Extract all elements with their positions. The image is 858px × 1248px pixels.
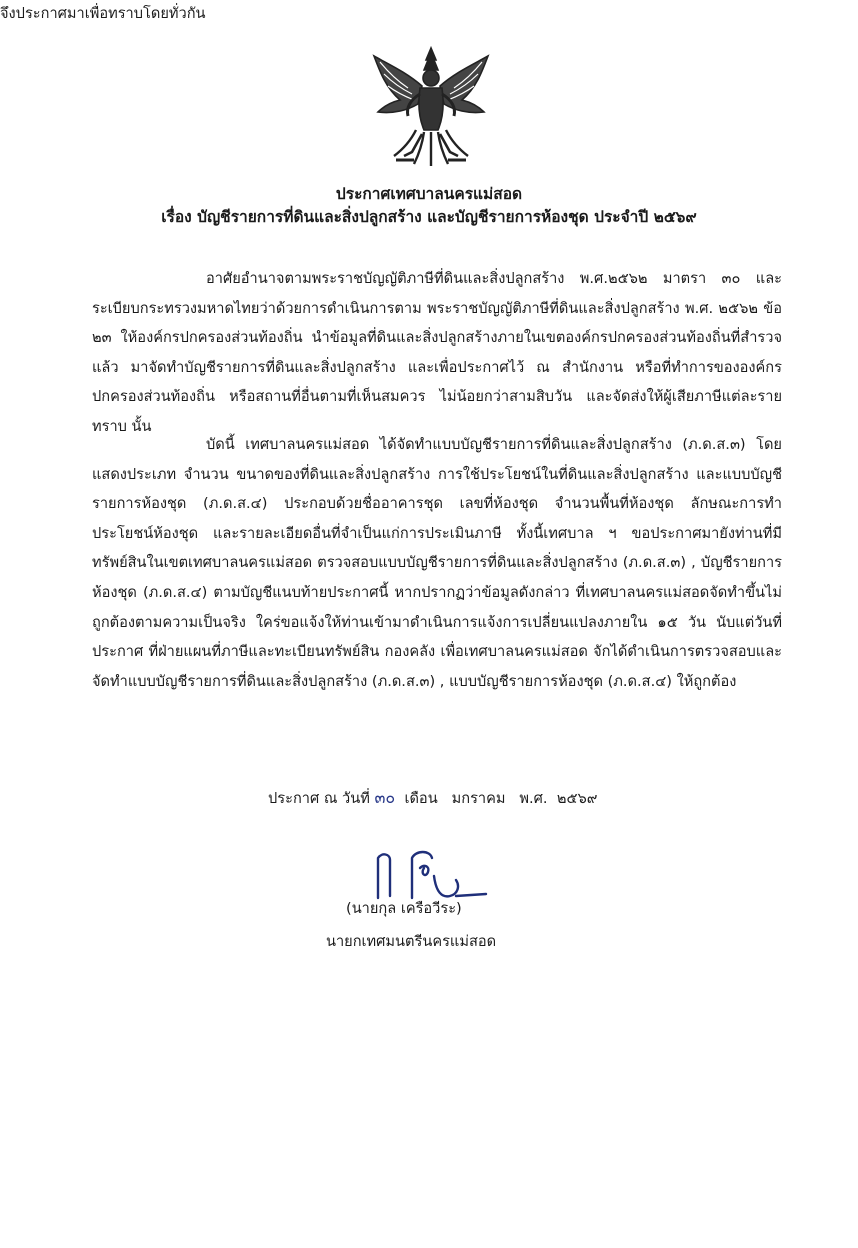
paragraph-legal-basis: อาศัยอำนาจตามพระราชบัญญัติภาษีที่ดินและสิ่งปลูกสร้าง พ.ศ.๒๕๖๒ มาตรา ๓๐ และ ระเบียบกระทรวงมหาดไทยว่าด้วยการดำเนินการตาม พระราชบัญญัติภาษีที่ดินและสิ่งปลูกสร้าง พ.ศ. ๒๕๖๒ ข้อ ๒๓ ให้องค์กรปกครองส่วนท้องถิ่น นำข้อมูลที่ดินและสิ่งปลูกสร้างภายในเขตองค์กรปกครองส่วนท้องถิ่นที่สำรวจแล้ว มาจัดทำบัญชีรายการที่ดินและสิ่งปลูกสร้าง และเพื่อประกาศไว้ ณ สำนักงาน หรือที่ทำการขององค์กรปกครองส่วนท้องถิ่น หรือสถานที่อื่นตามที่เห็นสมควร ไม่น้อยกว่าสามสิบวัน และจัดส่งให้ผู้เสียภาษีแต่ละรายทราบ นั้น bbox=[92, 270, 782, 435]
date-year: ๒๕๖๙ bbox=[556, 790, 598, 807]
date-month: มกราคม bbox=[451, 790, 506, 807]
date-day: ๓๐ bbox=[374, 788, 396, 807]
date-prefix: ประกาศ ณ วันที่ bbox=[268, 790, 370, 807]
signatory-position: นายกเทศมนตรีนครแม่สอด bbox=[326, 933, 497, 950]
signatory-name: (นายกุล เครือวีระ) bbox=[346, 900, 462, 917]
paragraph-notice-details: บัดนี้ เทศบาลนครแม่สอด ได้จัดทำแบบบัญชีรายการที่ดินและสิ่งปลูกสร้าง (ภ.ด.ส.๓) โดยแสดงประเภท จำนวน ขนาดของที่ดินและสิ่งปลูกสร้าง การใช้ประโยชน์ในที่ดินและสิ่งปลูกสร้าง และแบบบัญชีรายการห้องชุด (ภ.ด.ส.๔) ประกอบด้วยชื่ออาคารชุด เลขที่ห้องชุด จำนวนพื้นที่ห้องชุด ลักษณะการทำประโยชน์ห้องชุด และรายละเอียดอื่นที่จำเป็นแก่การประเมินภาษี ทั้งนี้เทศบาล ฯ ขอประกาศมายังท่านที่มีทรัพย์สินในเขตเทศบาลนครแม่สอด ตรวจสอบแบบบัญชีรายการที่ดินและสิ่งปลูกสร้าง (ภ.ด.ส.๓) , บัญชีรายการห้องชุด (ภ.ด.ส.๔) ตามบัญชีแนบท้ายประกาศนี้ หากปรากฏว่าข้อมูลดังกล่าว ที่เทศบาลนครแม่สอดจัดทำขึ้นไม่ถูกต้องตามความเป็นจริง ใคร่ขอแจ้งให้ท่านเข้ามาดำเนินการแจ้งการเปลี่ยนแปลงภายใน ๑๕ วัน นับแต่วันที่ประกาศ ที่ฝ่ายแผนที่ภาษีและทะเบียนทรัพย์สิน กองคลัง เพื่อเทศบาลนครแม่สอด จักได้ดำเนินการตรวจสอบและจัดทำแบบบัญชีรายการที่ดินและสิ่งปลูกสร้าง (ภ.ด.ส.๓) , แบบบัญชีรายการห้องชุด (ภ.ด.ส.๔) ให้ถูกต้อง bbox=[92, 436, 782, 690]
announcement-date bbox=[268, 786, 597, 811]
closing-statement: จึงประกาศมาเพื่อทราบโดยทั่วกัน bbox=[0, 5, 206, 22]
date-month-label: เดือน bbox=[404, 790, 438, 807]
date-year-label: พ.ศ. bbox=[519, 790, 548, 807]
announcement-title: ประกาศเทศบาลนครแม่สอด bbox=[335, 185, 523, 203]
garuda-emblem-icon bbox=[366, 42, 496, 170]
announcement-subject: เรื่อง บัญชีรายการที่ดินและสิ่งปลูกสร้าง และบัญชีรายการห้องชุด ประจำปี ๒๕๖๙ bbox=[161, 208, 697, 226]
